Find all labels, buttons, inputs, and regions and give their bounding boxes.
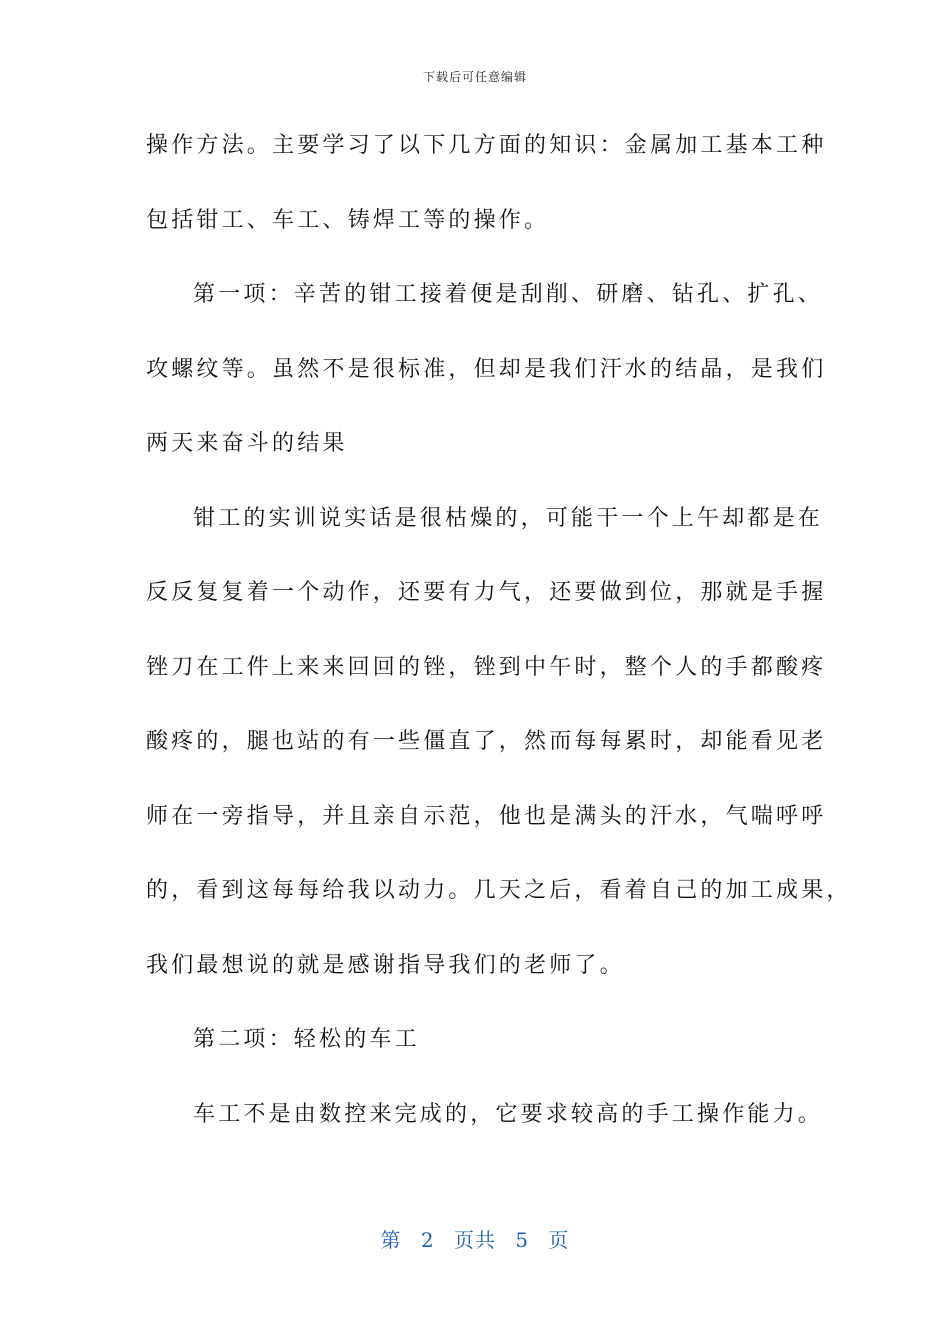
paragraph-line: 包括钳工、车工、铸焊工等的操作。 <box>146 207 550 233</box>
document-body <box>146 122 852 1165</box>
paragraph-line: 酸疼的，腿也站的有一些僵直了，然而每每累时，却能看见老 <box>146 729 827 754</box>
paragraph-line: 反反复复着一个动作，还要有力气，还要做到位，那就是手握 <box>146 580 827 605</box>
paragraph-line: 车工不是由数控来完成的，它要求较高的手工操作能力。 <box>193 1101 824 1127</box>
paragraph-line: 操作方法。主要学习了以下几方面的知识：金属加工基本工种 <box>146 133 827 158</box>
paragraph-line: 锉刀在工件上来来回回的锉，锉到中午时，整个人的手都酸疼 <box>146 654 827 680</box>
paragraph-line: 我们最想说的就是感谢指导我们的老师了。 <box>146 952 625 978</box>
paragraph-line: 师在一旁指导，并且亲自示范，他也是满头的汗水，气喘呼呼 <box>146 803 827 829</box>
paragraph-line: 钳工的实训说实话是很枯燥的，可能干一个上午却都是在 <box>193 505 824 531</box>
paragraph-line: 第二项：轻松的车工 <box>193 1027 420 1052</box>
paragraph-line: 攻螺纹等。虽然不是很标准，但却是我们汗水的结晶，是我们 <box>146 356 827 382</box>
paragraph-line: 的，看到这每每给我以动力。几天之后，看着自己的加工成果， <box>146 878 852 903</box>
page-number-footer: 第 2 页共 5 页 <box>380 1228 570 1252</box>
paragraph-line: 第一项：辛苦的钳工接着便是刮削、研磨、钻孔、扩孔、 <box>193 282 824 307</box>
header-note: 下载后可任意编辑 <box>422 70 527 84</box>
paragraph-line: 两天来奋斗的结果 <box>146 431 348 456</box>
